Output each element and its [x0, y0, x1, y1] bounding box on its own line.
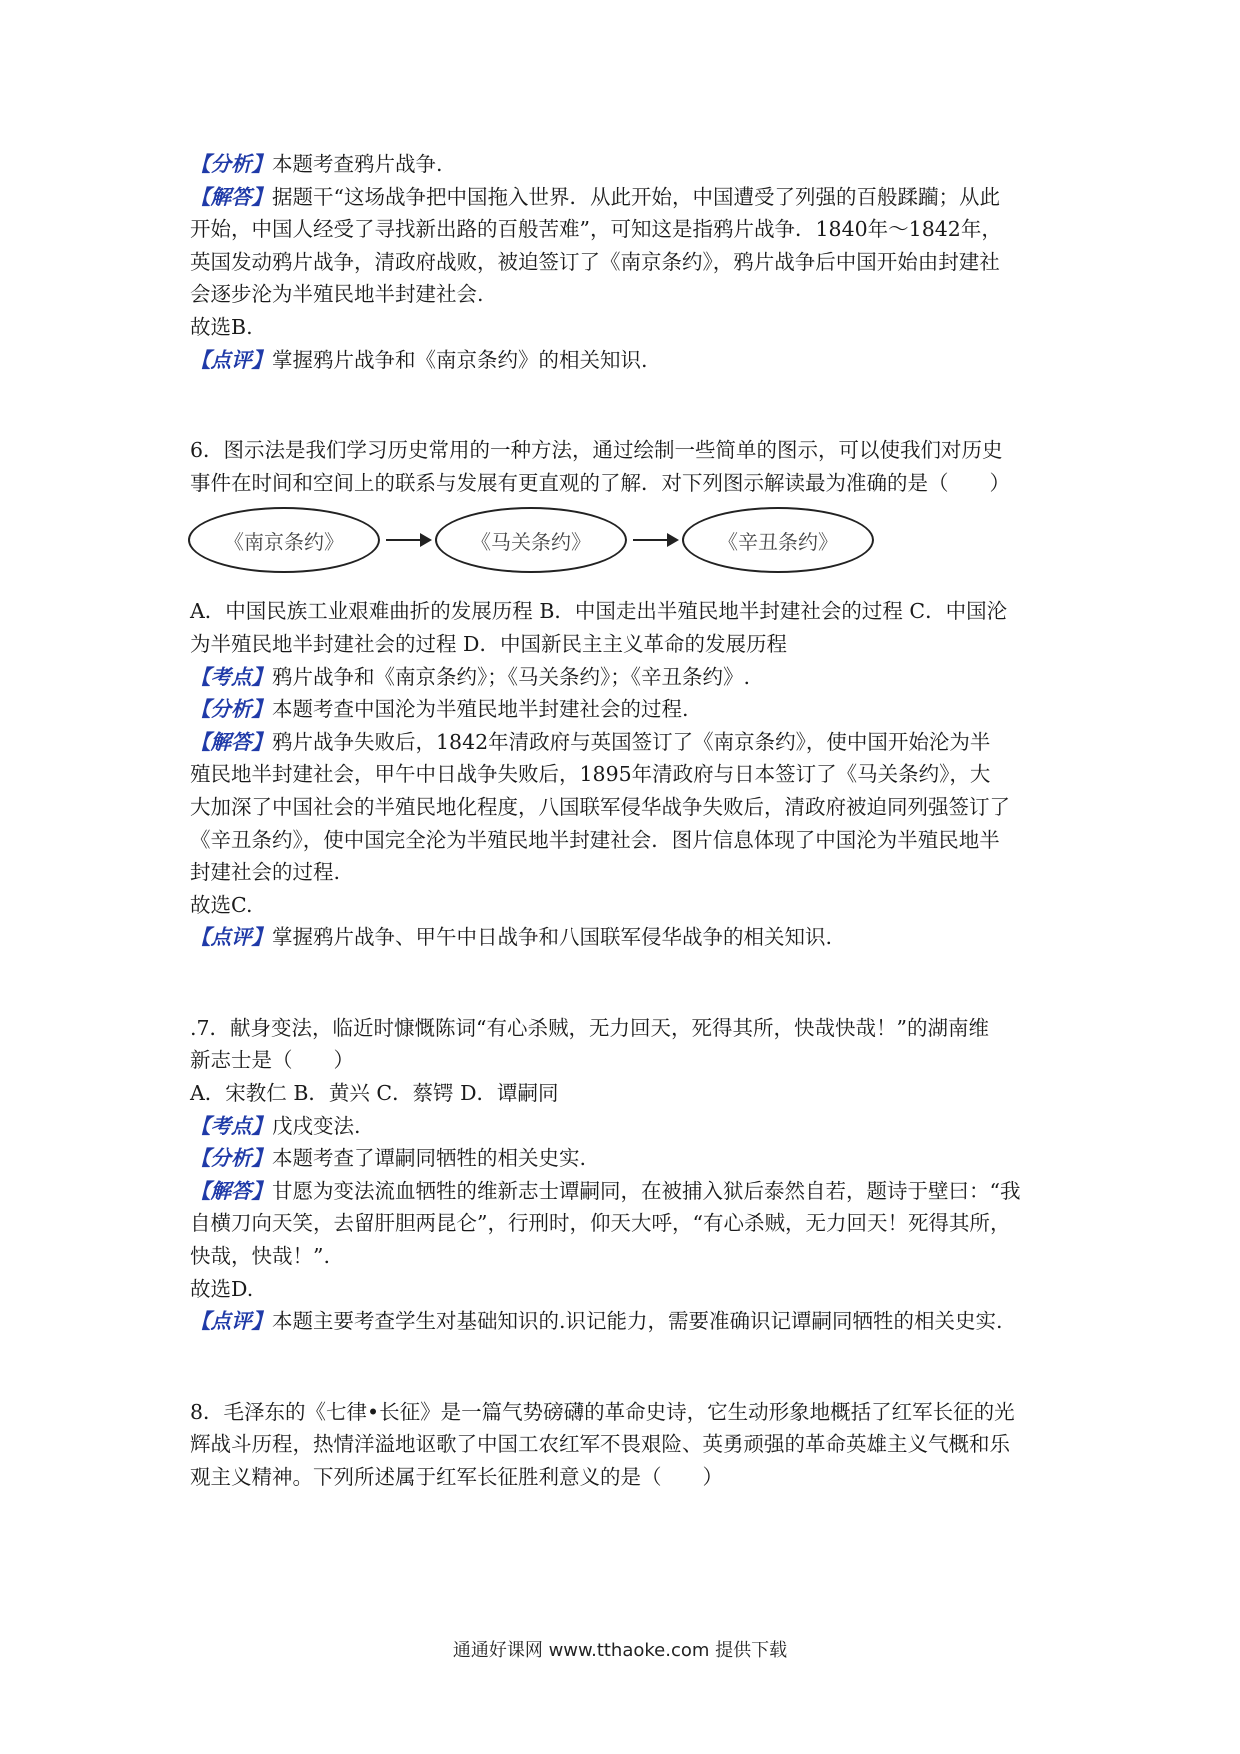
q6-analysis: 【分析】本题考查中国沦为半殖民地半封建社会的过程. [190, 697, 689, 722]
q8-question-line: 8．毛泽东的《七律•长征》是一篇气势磅礴的革命史诗，它生动形象地概括了红军长征的光 [190, 1399, 1015, 1424]
q5-choice: 故选B. [190, 314, 253, 339]
q6-options-line: 为半殖民地半封建社会的过程 D．中国新民主主义革命的发展历程 [190, 631, 787, 656]
q5-analysis: 【分析】本题考查鸦片战争. [190, 152, 443, 176]
q5-answer-line: 【解答】据题干“这场战争把中国拖入世界．从此开始，中国遭受了列强的百般蹂躏；从此 [190, 184, 1000, 209]
oval-xinchou-treaty: 《辛丑条约》 [682, 507, 874, 573]
q6-options-line: A．中国民族工业艰难曲折的发展历程 B．中国走出半殖民地半封建社会的过程 C．中国沦 [190, 599, 1008, 624]
q5-answer-line: 英国发动鸦片战争，清政府战败，被迫签订了《南京条约》，鸦片战争后中国开始由封建社 [190, 249, 1000, 274]
q6-question-line: 6．图示法是我们学习历史常用的一种方法，通过绘制一些简单的图示，可以使我们对历史 [190, 438, 1003, 463]
q6-question-line: 事件在时间和空间上的联系与发展有更直观的了解．对下列图示解读最为准确的是（ ） [190, 470, 1010, 495]
document-body [190, 148, 1060, 1494]
q5-comment: 【点评】掌握鸦片战争和《南京条约》的相关知识. [190, 347, 648, 372]
page-footer: 通通好课网 www.tthaoke.com 提供下载 [452, 1640, 788, 1661]
q5-answer-line: 开始，中国人经受了寻找新出路的百般苦难”，可知这是指鸦片战争．1840年～1842年， [190, 217, 1002, 242]
oval-nanjing-treaty: 《南京条约》 [188, 507, 380, 573]
q6-answer-line: 封建社会的过程. [190, 860, 341, 885]
treaty-diagram [190, 507, 1060, 581]
q6-answer-line: 殖民地半封建社会，甲午中日战争失败后，1895年清政府与日本签订了《马关条约》，大 [190, 762, 991, 787]
q6-answer-line: 《辛丑条约》，使中国完全沦为半殖民地半封建社会．图片信息体现了中国沦为半殖民地半 [190, 827, 1000, 852]
q7-answer-line: 自横刀向天笑，去留肝胆两昆仑”，行刑时，仰天大呼，“有心杀贼，无力回天！死得其所， [190, 1211, 1011, 1236]
q8-question-line: 辉战斗历程，热情洋溢地讴歌了中国工农红军不畏艰险、英勇顽强的革命英雄主义气概和乐 [190, 1432, 1010, 1457]
q7-question-line: .7．献身变法，临近时慷慨陈词“有心杀贼，无力回天，死得其所，快哉快哉！”的湖南维 [190, 1015, 990, 1040]
q7-analysis: 【分析】本题考查了谭嗣同牺牲的相关史实. [190, 1146, 587, 1171]
q7-options: A．宋教仁 B．黄兴 C．蔡锷 D．谭嗣同 [190, 1081, 559, 1106]
q7-answer-line: 【解答】甘愿为变法流血牺牲的维新志士谭嗣同，在被捕入狱后泰然自若，题诗于壁曰：“我 [190, 1178, 1021, 1203]
q6-comment: 【点评】掌握鸦片战争、甲午中日战争和八国联军侵华战争的相关知识. [190, 925, 833, 950]
q6-kaodian: 【考点】鸦片战争和《南京条约》；《马关条约》；《辛丑条约》. [190, 664, 751, 689]
q7-choice: 故选D. [190, 1276, 254, 1301]
arrow-right-icon [386, 539, 430, 541]
q7-question-line: 新志士是（ ） [190, 1048, 354, 1073]
oval-maguan-treaty: 《马关条约》 [435, 507, 627, 573]
arrow-right-icon [633, 539, 677, 541]
q6-answer-line: 大加深了中国社会的半殖民地化程度，八国联军侵华战争失败后，清政府被迫同列强签订了 [190, 794, 1010, 819]
q7-kaodian: 【考点】戊戌变法. [190, 1113, 361, 1138]
q7-answer-line: 快哉，快哉！”. [190, 1244, 330, 1269]
q5-answer-line: 会逐步沦为半殖民地半封建社会. [190, 282, 484, 307]
q6-choice: 故选C. [190, 892, 253, 917]
q7-comment: 【点评】本题主要考查学生对基础知识的.识记能力，需要准确识记谭嗣同牺牲的相关史实. [190, 1309, 1003, 1334]
q8-question-line: 观主义精神。下列所述属于红军长征胜利意义的是（ ） [190, 1465, 723, 1489]
q6-answer-line: 【解答】鸦片战争失败后，1842年清政府与英国签订了《南京条约》，使中国开始沦为半 [190, 729, 991, 754]
